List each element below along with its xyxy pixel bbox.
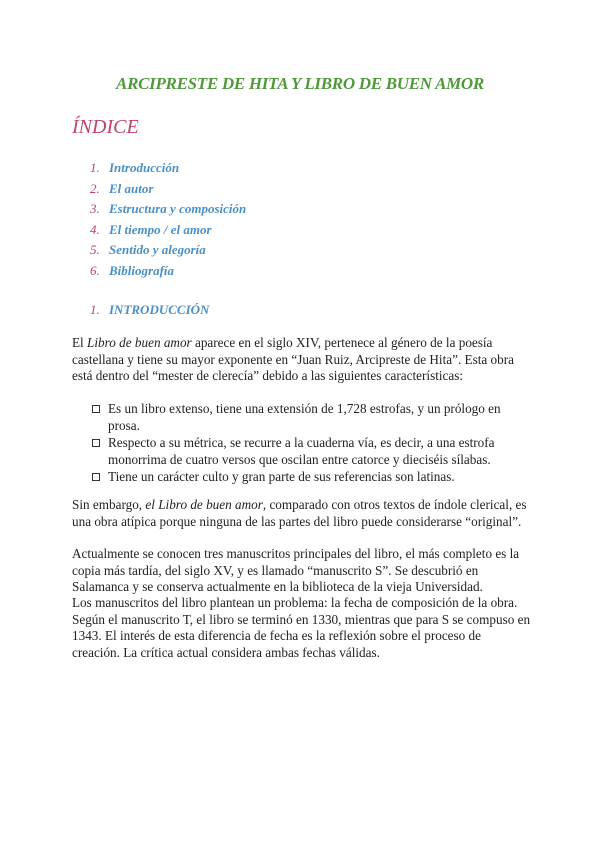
toc-label: El autor xyxy=(109,180,154,196)
paragraph-dates: Los manuscritos del libro plantean un problema: la fecha de composición de la obra. Según el manuscrito T, el libro se terminó en 1330, mientras que para S se compuso en 1343. El interés de esta diferencia de fecha es la reflexión sobre el proceso de creación. La crítica actual considera ambas fechas válidas. xyxy=(72,595,531,660)
list-item-text: Respecto a su métrica, se recurre a la cuaderna vía, es decir, a una estrofa monorrima de cuatro versos que oscilan entre catorce y dieciséis sílabas. xyxy=(108,435,495,467)
document-title: ARCIPRESTE DE HITA Y LIBRO DE BUEN AMOR xyxy=(116,74,484,93)
checkbox-bullet-icon xyxy=(92,439,100,447)
toc-number: 4. xyxy=(90,221,100,237)
section-number: 1. xyxy=(90,302,100,317)
toc-number: 3. xyxy=(90,201,100,216)
characteristics-list xyxy=(92,401,522,487)
paragraph-manuscripts: Actualmente se conocen tres manuscritos principales del libro, el más completo es la copia más tardía, del siglo XV, y es llamado “manuscrito S”. Se descubrió en Salamanca y se conserva actualmente en la biblioteca de la vieja Universidad. xyxy=(72,546,520,594)
book-title-italic: Libro de buen amor xyxy=(87,335,192,350)
toc-item-tiempo-amor[interactable] xyxy=(90,222,246,243)
toc-item-autor[interactable] xyxy=(90,181,246,202)
table-of-contents xyxy=(90,160,246,283)
toc-item-estructura[interactable] xyxy=(90,201,246,222)
checkbox-bullet-icon xyxy=(92,473,100,481)
checkbox-bullet-icon xyxy=(92,405,100,413)
paragraph-atypical xyxy=(72,497,532,530)
toc-number: 6. xyxy=(90,262,100,278)
toc-number: 5. xyxy=(90,242,100,257)
toc-item-introduccion[interactable] xyxy=(90,160,246,181)
toc-label: Estructura y composición xyxy=(109,201,247,216)
paragraph-intro-pre: El xyxy=(72,335,88,350)
index-heading: ÍNDICE xyxy=(72,116,139,138)
toc-number: 1. xyxy=(90,160,100,175)
section-title: INTRODUCCIÓN xyxy=(109,302,210,317)
toc-label: Introducción xyxy=(109,160,180,175)
list-item xyxy=(92,469,522,486)
toc-item-sentido[interactable] xyxy=(90,242,246,263)
list-item xyxy=(92,435,522,468)
section-heading-introduccion xyxy=(90,302,209,318)
list-item-text: Es un libro extenso, tiene una extensión de 1,728 estrofas, y un prólogo en prosa. xyxy=(108,401,501,433)
paragraph-intro xyxy=(72,335,532,385)
list-item-text: Tiene un carácter culto y gran parte de sus referencias son latinas. xyxy=(108,469,455,484)
toc-label: Sentido y alegoría xyxy=(109,242,206,257)
book-title-italic: el Libro de buen amor xyxy=(145,497,263,512)
list-item xyxy=(92,401,522,434)
paragraph-atypical-post: , comparado con otros textos de índole clerical, es una obra atípica porque ninguna de las partes del libro puede considerarse “original”. xyxy=(72,497,527,529)
paragraph-atypical-pre: Sin embargo, xyxy=(72,497,146,512)
toc-number: 2. xyxy=(90,180,100,196)
paragraph-intro-post: aparece en el siglo XIV, pertenece al género de la poesía castellana y tiene su mayor exponente en “Juan Ruiz, Arcipreste de Hita”. Esta obra está dentro del “mester de clerecía” debido a las siguientes características: xyxy=(72,335,514,383)
toc-item-bibliografia[interactable] xyxy=(90,263,246,284)
toc-label: Bibliografía xyxy=(109,262,175,278)
toc-label: El tiempo / el amor xyxy=(109,221,212,237)
